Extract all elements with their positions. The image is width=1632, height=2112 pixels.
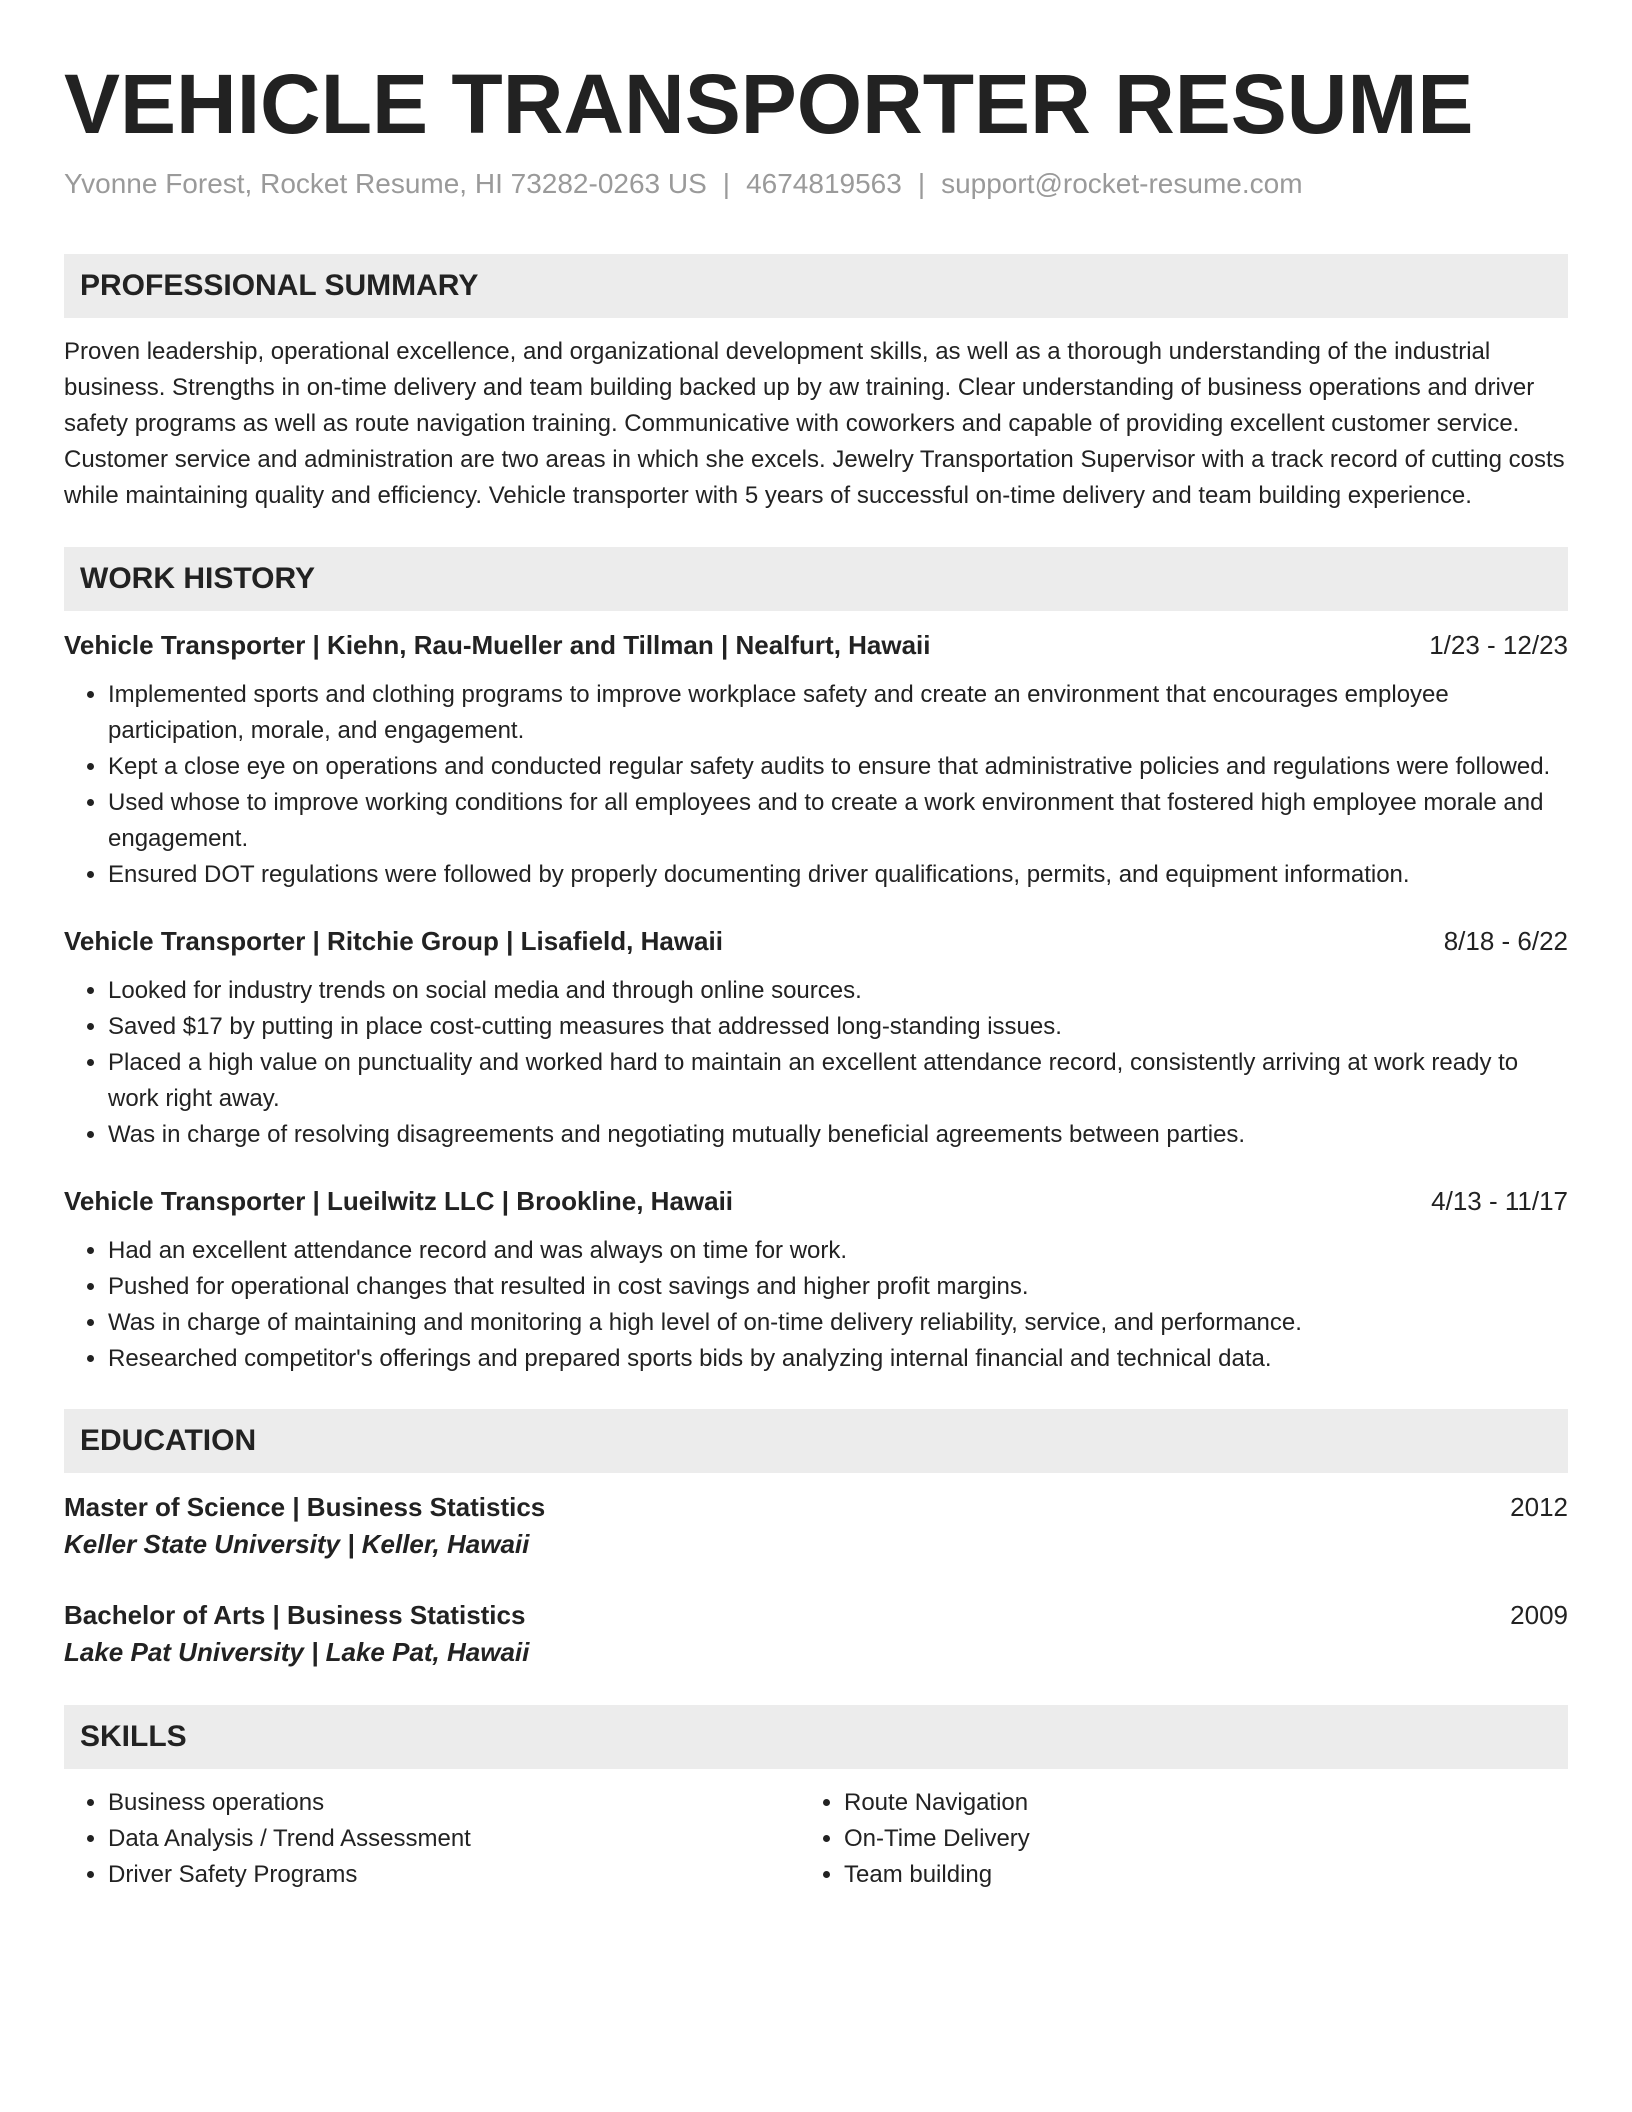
education-degree: Master of Science | Business Statistics bbox=[64, 1492, 546, 1522]
job-bullet: • Researched competitor's offerings and prepared sports bids by analyzing internal financial and technical data. bbox=[108, 1341, 1568, 1377]
contact-separator: | bbox=[917, 168, 926, 199]
job-bullets bbox=[64, 677, 1568, 893]
section-header-skills: SKILLS bbox=[64, 1705, 1568, 1769]
education-school: Keller State University | Keller, Hawaii bbox=[64, 1529, 530, 1559]
skill-item: • Route Navigation bbox=[844, 1785, 1536, 1821]
section-header-work-history: WORK HISTORY bbox=[64, 547, 1568, 611]
job-dates: 8/18 - 6/22 bbox=[1443, 926, 1568, 956]
skill-item: • Business operations bbox=[108, 1785, 800, 1821]
contact-address: Yvonne Forest, Rocket Resume, HI 73282-0263 US bbox=[64, 168, 707, 199]
job-bullet: • Implemented sports and clothing programs to improve workplace safety and create an environment that encourages employee participation, morale, and engagement. bbox=[108, 677, 1568, 749]
skills-column-right bbox=[800, 1785, 1536, 1893]
job-bullet: • Placed a high value on punctuality and worked hard to maintain an excellent attendance record, consistently arriving at work ready to work right away. bbox=[108, 1045, 1568, 1117]
job-entry bbox=[64, 1183, 1568, 1377]
skill-item: • On-Time Delivery bbox=[844, 1821, 1536, 1857]
skill-item: • Team building bbox=[844, 1857, 1536, 1893]
education-header bbox=[64, 1597, 1568, 1633]
job-bullet: • Was in charge of maintaining and monitoring a high level of on-time delivery reliability, service, and performance. bbox=[108, 1305, 1568, 1341]
education-year: 2012 bbox=[1510, 1492, 1568, 1522]
education-header bbox=[64, 1489, 1568, 1525]
job-bullet: • Was in charge of resolving disagreements and negotiating mutually beneficial agreements between parties. bbox=[108, 1117, 1568, 1153]
job-bullet: • Ensured DOT regulations were followed by properly documenting driver qualifications, permits, and equipment information. bbox=[108, 857, 1568, 893]
contact-phone: 4674819563 bbox=[746, 168, 902, 199]
job-header bbox=[64, 923, 1568, 959]
education-entry bbox=[64, 1489, 1568, 1563]
job-bullet: • Pushed for operational changes that resulted in cost savings and higher profit margins. bbox=[108, 1269, 1568, 1305]
job-title: Vehicle Transporter | Kiehn, Rau-Mueller and Tillman | Nealfurt, Hawaii bbox=[64, 630, 931, 660]
education-entry bbox=[64, 1597, 1568, 1671]
education-degree: Bachelor of Arts | Business Statistics bbox=[64, 1600, 526, 1630]
contact-email: support@rocket-resume.com bbox=[941, 168, 1303, 199]
section-header-summary: PROFESSIONAL SUMMARY bbox=[64, 254, 1568, 318]
job-bullets bbox=[64, 1233, 1568, 1377]
job-title: Vehicle Transporter | Lueilwitz LLC | Brookline, Hawaii bbox=[64, 1186, 734, 1216]
job-bullets bbox=[64, 973, 1568, 1153]
education-year: 2009 bbox=[1510, 1600, 1568, 1630]
skills-grid bbox=[64, 1785, 1568, 1893]
summary-text: Proven leadership, operational excellence, and organizational development skills, as well as a thorough understanding of the industrial business. Strengths in on-time delivery and team building backed up by aw training. Clear understanding of business operations and driver safety programs as well as route navigation training. Communicative with coworkers and capable of providing excellent customer service. Customer service and administration are two areas in which she excels. Jewelry Transportation Supervisor with a track record of cutting costs while maintaining quality and efficiency. Vehicle transporter with 5 years of successful on-time delivery and team building experience. bbox=[64, 338, 1565, 509]
job-dates: 1/23 - 12/23 bbox=[1429, 630, 1568, 660]
job-bullet: • Kept a close eye on operations and conducted regular safety audits to ensure that administrative policies and regulations were followed. bbox=[108, 749, 1568, 785]
resume-title: VEHICLE TRANSPORTER RESUME bbox=[64, 57, 1474, 151]
skills-list bbox=[800, 1785, 1536, 1893]
job-dates: 4/13 - 11/17 bbox=[1431, 1186, 1568, 1216]
job-title: Vehicle Transporter | Ritchie Group | Lisafield, Hawaii bbox=[64, 926, 723, 956]
job-bullet: • Used whose to improve working conditions for all employees and to create a work environment that fostered high employee morale and engagement. bbox=[108, 785, 1568, 857]
job-header bbox=[64, 627, 1568, 663]
skill-item: • Data Analysis / Trend Assessment bbox=[108, 1821, 800, 1857]
skills-list bbox=[64, 1785, 800, 1893]
section-header-education: EDUCATION bbox=[64, 1409, 1568, 1473]
skill-item: • Driver Safety Programs bbox=[108, 1857, 800, 1893]
job-entry bbox=[64, 923, 1568, 1153]
contact-line bbox=[64, 166, 1568, 202]
job-bullet: • Had an excellent attendance record and was always on time for work. bbox=[108, 1233, 1568, 1269]
job-entry bbox=[64, 627, 1568, 893]
job-bullet: • Saved $17 by putting in place cost-cutting measures that addressed long-standing issues. bbox=[108, 1009, 1568, 1045]
job-bullet: • Looked for industry trends on social media and through online sources. bbox=[108, 973, 1568, 1009]
skills-column-left bbox=[64, 1785, 800, 1893]
contact-separator: | bbox=[722, 168, 731, 199]
education-school: Lake Pat University | Lake Pat, Hawaii bbox=[64, 1637, 530, 1667]
job-header bbox=[64, 1183, 1568, 1219]
